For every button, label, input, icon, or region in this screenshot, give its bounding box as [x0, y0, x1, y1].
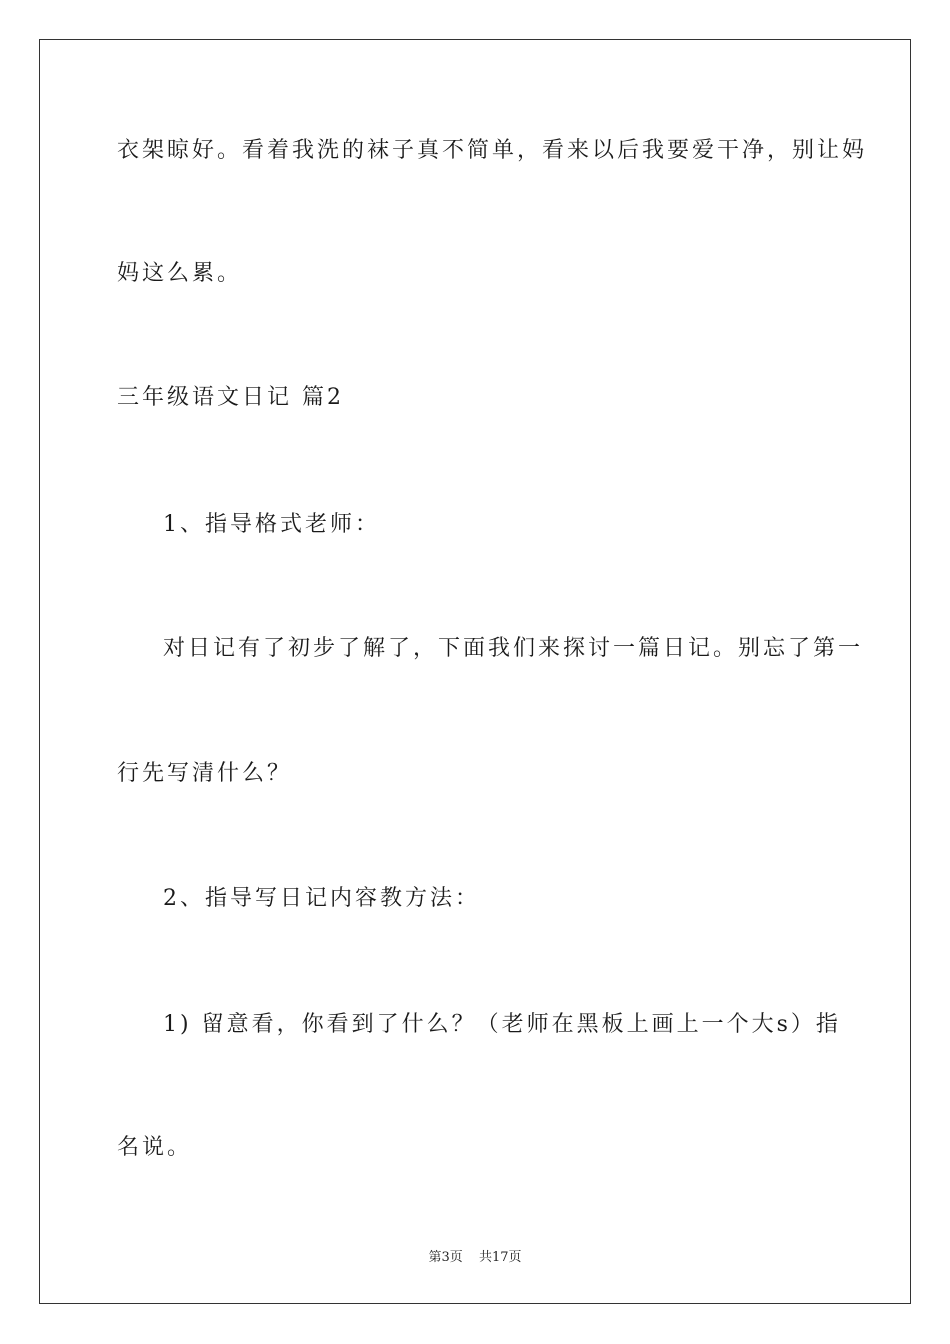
section-heading: 三年级语文日记 篇2 — [117, 385, 344, 410]
body-text-line: 衣架晾好。看着我洗的袜子真不简单，看来以后我要爱干净，别让妈 — [117, 138, 868, 163]
body-text-line: 1) 留意看，你看到了什么？（老师在黑板上画上一个大s）指 — [163, 1012, 841, 1037]
body-text-line: 行先写清什么？ — [117, 761, 293, 786]
page-total: 共17页 — [478, 1250, 522, 1265]
body-text-line: 名说。 — [117, 1135, 193, 1160]
body-text-line: 对日记有了初步了解了，下面我们来探讨一篇日记。别忘了第一 — [163, 636, 864, 661]
list-item-heading: 2、指导写日记内容教方法： — [163, 886, 480, 911]
page-number: 第3页 — [428, 1250, 463, 1265]
body-text-line: 妈这么累。 — [117, 261, 243, 286]
page-frame — [39, 39, 911, 1304]
list-item-heading: 1、指导格式老师： — [163, 512, 380, 537]
page-footer — [0, 1246, 950, 1265]
